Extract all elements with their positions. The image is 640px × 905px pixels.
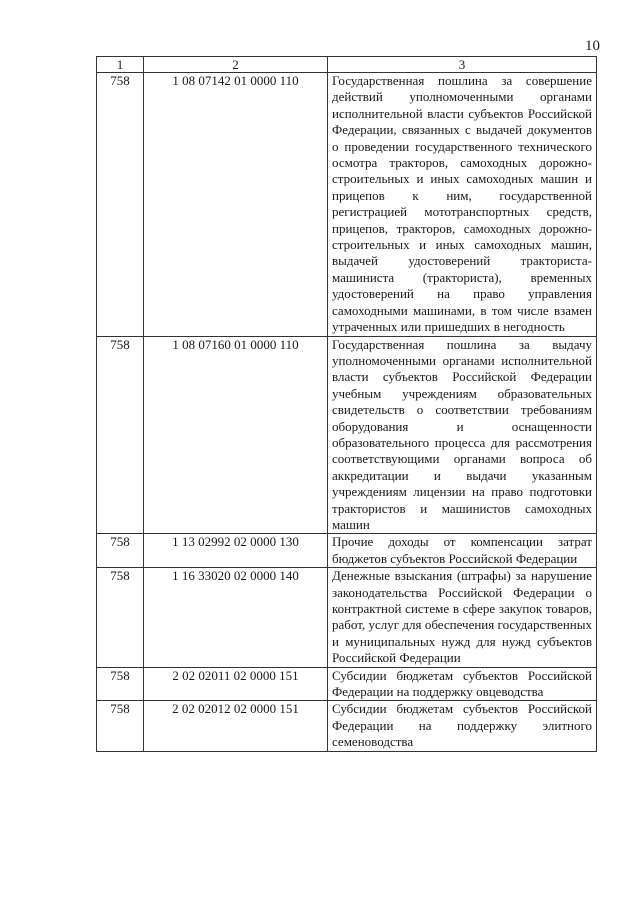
admin-code-cell: 758 xyxy=(97,534,144,568)
kbk-cell: 1 08 07142 01 0000 110 xyxy=(144,73,328,337)
kbk-cell: 2 02 02012 02 0000 151 xyxy=(144,701,328,751)
description-cell: Субсидии бюджетам субъектов Российской Федерации на поддержку овцеводства xyxy=(328,667,597,701)
description-cell: Субсидии бюджетам субъектов Российской Федерации на поддержку элитного семеноводства xyxy=(328,701,597,751)
header-col-1: 1 xyxy=(97,57,144,73)
table-row xyxy=(97,73,597,337)
description-cell: Государственная пошлина за выдачу уполномоченными органами исполнительной власти субъектов Российской Федерации учебным учреждениям образовательных свидетельств о соответствии требованиям оборудования и оснащенности образовательного процесса для рассмотрения соответствующими органами вопроса об аккредитации и выдачи указанным учреждениям лицензии на право подготовки трактористов и машинистов самоходных машин xyxy=(328,336,597,534)
kbk-cell: 2 02 02011 02 0000 151 xyxy=(144,667,328,701)
admin-code-cell: 758 xyxy=(97,568,144,667)
table-header-row xyxy=(97,57,597,73)
table-row xyxy=(97,701,597,751)
table-row xyxy=(97,568,597,667)
header-col-2: 2 xyxy=(144,57,328,73)
kbk-cell: 1 16 33020 02 0000 140 xyxy=(144,568,328,667)
description-cell: Государственная пошлина за совершение действий уполномоченными органами исполнительной власти субъектов Российской Федерации, связанных с выдачей документов о проведении государственного технического осмотра тракторов, самоходных дорожно-строительных и иных самоходных машин и прицепов к ним, государственной регистрацией мототранспортных средств, прицепов, тракторов, самоходных дорожно-строительных и иных самоходных машин, выдачей удостоверений тракториста-машиниста (тракториста), временных удостоверений на право управления самоходными машинами, в том числе взамен утраченных или пришедших в негодность xyxy=(328,73,597,337)
admin-code-cell: 758 xyxy=(97,701,144,751)
admin-code-cell: 758 xyxy=(97,73,144,337)
admin-code-cell: 758 xyxy=(97,667,144,701)
table-row xyxy=(97,336,597,534)
description-cell: Прочие доходы от компенсации затрат бюджетов субъектов Российской Федерации xyxy=(328,534,597,568)
kbk-cell: 1 13 02992 02 0000 130 xyxy=(144,534,328,568)
kbk-cell: 1 08 07160 01 0000 110 xyxy=(144,336,328,534)
revenue-codes-table xyxy=(96,56,597,752)
admin-code-cell: 758 xyxy=(97,336,144,534)
table-row xyxy=(97,667,597,701)
page-number: 10 xyxy=(585,38,600,54)
header-col-3: 3 xyxy=(328,57,597,73)
description-cell: Денежные взыскания (штрафы) за нарушение законодательства Российской Федерации о контрактной системе в сфере закупок товаров, работ, услуг для обеспечения государственных и муниципальных нужд для нужд субъектов Российской Федерации xyxy=(328,568,597,667)
table-row xyxy=(97,534,597,568)
